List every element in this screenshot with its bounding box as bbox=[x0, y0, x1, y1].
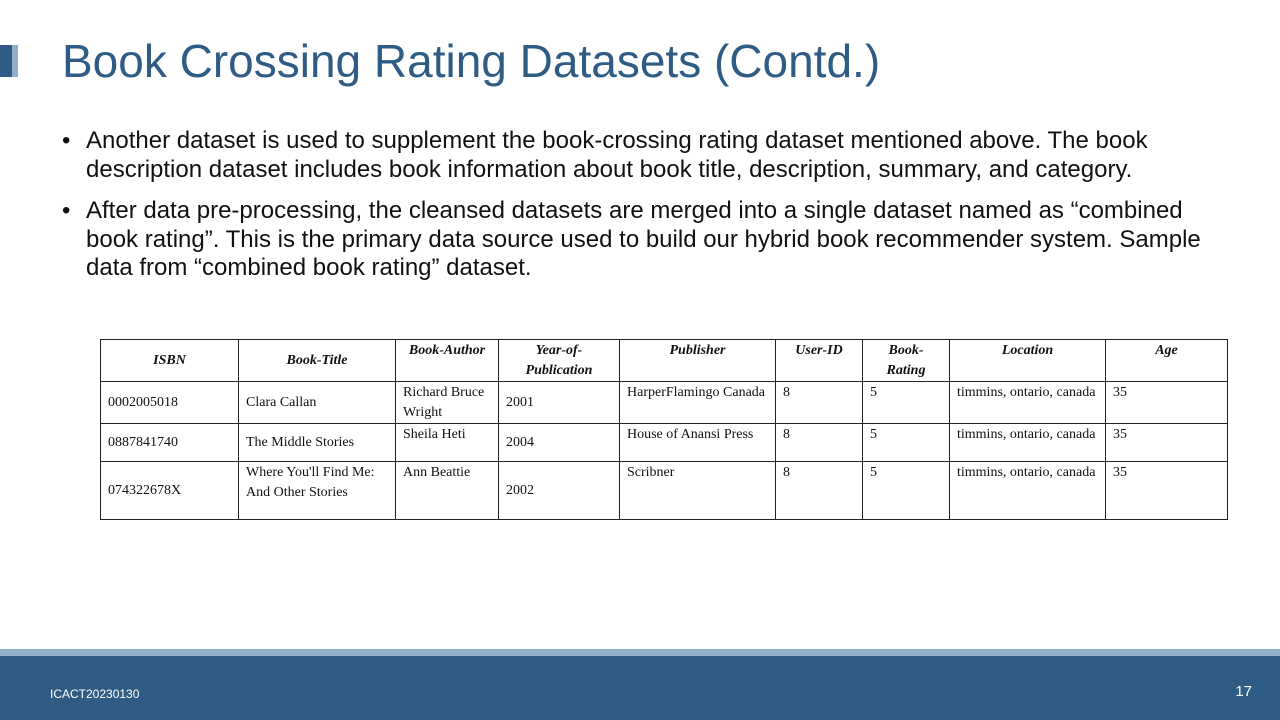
cell-book-author: Ann Beattie bbox=[396, 462, 499, 520]
cell-publisher: Scribner bbox=[620, 462, 776, 520]
header-book-author: Book-Author bbox=[396, 340, 499, 382]
header-book-title: Book-Title bbox=[239, 340, 396, 382]
cell-user-id: 8 bbox=[776, 424, 863, 462]
cell-year: 2001 bbox=[499, 382, 620, 424]
cell-book-rating: 5 bbox=[863, 462, 950, 520]
slide-title: Book Crossing Rating Datasets (Contd.) bbox=[62, 35, 881, 87]
header-year-of-publication: Year-of-Publication bbox=[499, 340, 620, 382]
bullet-text: After data pre-processing, the cleansed datasets are merged into a single dataset named as “combined book rating”. This is the primary data source used to build our hybrid book recommender system. Sample data from “combined book rating” dataset. bbox=[86, 197, 1201, 281]
cell-age: 35 bbox=[1106, 382, 1228, 424]
table-row bbox=[101, 382, 1228, 424]
header-location: Location bbox=[950, 340, 1106, 382]
bullet-item bbox=[62, 197, 1212, 283]
cell-age: 35 bbox=[1106, 462, 1228, 520]
cell-book-author: Sheila Heti bbox=[396, 424, 499, 462]
header-book-rating: Book-Rating bbox=[863, 340, 950, 382]
cell-book-rating: 5 bbox=[863, 424, 950, 462]
title-accent-bar-light bbox=[12, 45, 18, 77]
cell-publisher: HarperFlamingo Canada bbox=[620, 382, 776, 424]
cell-user-id: 8 bbox=[776, 382, 863, 424]
cell-isbn: 0002005018 bbox=[101, 382, 239, 424]
cell-book-title: Clara Callan bbox=[239, 382, 396, 424]
cell-year: 2004 bbox=[499, 424, 620, 462]
bullet-item bbox=[62, 127, 1212, 184]
header-isbn: ISBN bbox=[101, 340, 239, 382]
footer-conference-id: ICACT20230130 bbox=[50, 687, 140, 701]
bullet-dot: • bbox=[62, 127, 71, 154]
cell-book-title: The Middle Stories bbox=[239, 424, 396, 462]
bullet-dot: • bbox=[62, 197, 71, 224]
cell-year: 2002 bbox=[499, 462, 620, 520]
sample-data-table bbox=[100, 339, 1228, 520]
cell-isbn: 074322678X bbox=[101, 462, 239, 520]
bullet-list bbox=[62, 127, 1212, 296]
cell-isbn: 0887841740 bbox=[101, 424, 239, 462]
page-number: 17 bbox=[1235, 683, 1252, 700]
header-publisher: Publisher bbox=[620, 340, 776, 382]
cell-location: timmins, ontario, canada bbox=[950, 462, 1106, 520]
cell-book-title: Where You'll Find Me: And Other Stories bbox=[239, 462, 396, 520]
cell-location: timmins, ontario, canada bbox=[950, 382, 1106, 424]
cell-location: timmins, ontario, canada bbox=[950, 424, 1106, 462]
header-user-id: User-ID bbox=[776, 340, 863, 382]
table-header-row bbox=[101, 340, 1228, 382]
cell-book-author: Richard Bruce Wright bbox=[396, 382, 499, 424]
table-row bbox=[101, 462, 1228, 520]
cell-publisher: House of Anansi Press bbox=[620, 424, 776, 462]
cell-user-id: 8 bbox=[776, 462, 863, 520]
footer-bar bbox=[0, 656, 1280, 720]
table-row bbox=[101, 424, 1228, 462]
cell-book-rating: 5 bbox=[863, 382, 950, 424]
title-accent-bar bbox=[0, 45, 12, 77]
footer-accent-line bbox=[0, 649, 1280, 656]
header-age: Age bbox=[1106, 340, 1228, 382]
cell-age: 35 bbox=[1106, 424, 1228, 462]
bullet-text: Another dataset is used to supplement the book-crossing rating dataset mentioned above. The book description dataset includes book information about book title, description, summary, and category. bbox=[86, 127, 1148, 183]
